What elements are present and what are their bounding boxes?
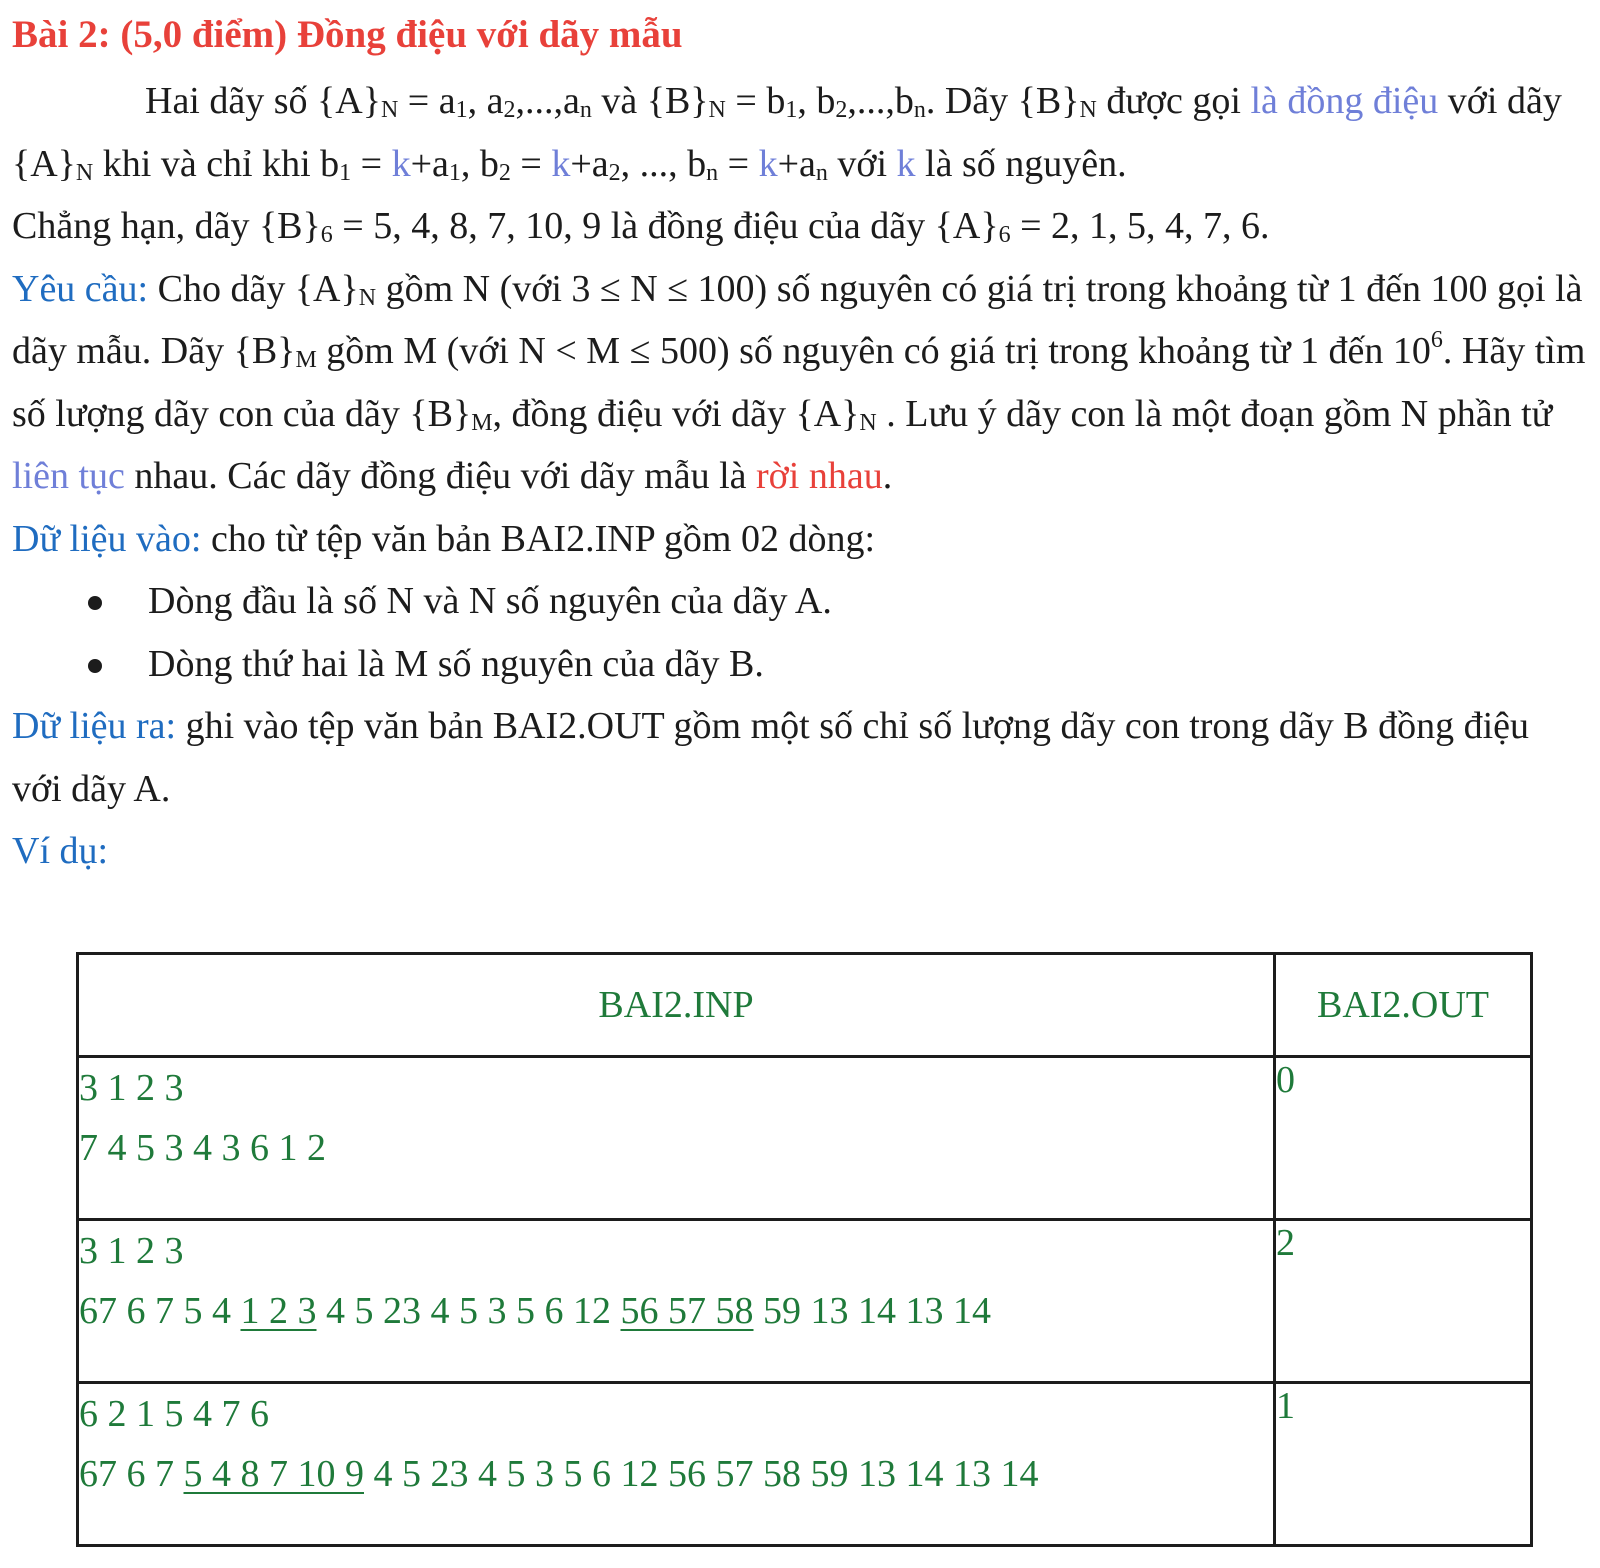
subscript: M — [295, 347, 317, 373]
subscript: M — [471, 409, 493, 436]
intro-text: Chẳng hạn, dãy {B} — [12, 205, 321, 247]
subscript: 1 — [448, 159, 461, 186]
underlined-subsequence: 56 57 58 — [620, 1290, 754, 1332]
requirement-text: gồm N (với 3 ≤ N ≤ 100) số nguyên có giá trị trong khoảng từ 1 đến 100 gọi là dãy mẫu. Dãy {B} — [12, 267, 1583, 372]
subscript: n — [913, 97, 926, 123]
input-bullet-1 — [12, 570, 1587, 633]
sequence-segment: 67 6 7 5 4 — [79, 1290, 241, 1332]
intro-text: = 2, 1, 5, 4, 7, 6. — [1010, 205, 1270, 247]
inp-line-2 — [79, 1118, 1273, 1178]
requirement-text: Cho dãy {A} — [148, 267, 359, 310]
highlight-k: k — [391, 142, 411, 185]
intro-text: và {B} — [591, 80, 709, 122]
output-text: ghi vào tệp văn bản BAI2.OUT gồm một số chỉ số lượng dãy con trong dãy B đồng điệu với dãy A. — [12, 705, 1530, 810]
subscript: N — [380, 97, 399, 123]
requirement-text: . Hãy tìm số lượng dãy con của dãy {B} — [12, 330, 1586, 435]
highlight-k: k — [896, 142, 916, 185]
problem-title: Bài 2: (5,0 điểm) Đồng điệu với dãy mẫu — [12, 13, 683, 56]
subscript: N — [358, 284, 377, 311]
subscript: 2 — [835, 97, 848, 123]
requirement-text: . — [882, 455, 893, 497]
requirement-label: Yêu cầu: — [12, 267, 149, 310]
intro-text: là số nguyên. — [915, 142, 1127, 185]
input-bullet-2 — [12, 633, 1587, 696]
requirement-text: . Lưu ý dãy con là một đoạn gồm N phần tử — [876, 392, 1553, 435]
subscript: 2 — [503, 97, 516, 123]
inp-line-1: 3 1 2 3 — [79, 1230, 184, 1272]
subscript: N — [859, 409, 877, 436]
subscript: 2 — [608, 159, 621, 186]
example-table — [76, 952, 1533, 1547]
inp-cell — [78, 1220, 1275, 1383]
requirement-text: nhau. Các dãy đồng điệu với dãy mẫu là — [124, 455, 757, 497]
requirement-text: , đồng điệu với dãy {A} — [492, 392, 860, 435]
intro-text: , a — [467, 80, 504, 122]
requirement-paragraph — [12, 258, 1587, 508]
intro-text: = — [351, 142, 392, 185]
subscript: n — [815, 159, 828, 186]
highlight-roi-nhau: rời nhau — [756, 455, 883, 497]
underlined-subsequence: 5 4 8 7 10 9 — [183, 1453, 364, 1495]
highlight-lien-tuc: liên tục — [12, 455, 125, 497]
highlight-k: k — [551, 142, 571, 185]
intro-text: được gọi — [1096, 80, 1251, 122]
bullet-text: Dòng thứ hai là M số nguyên của dãy B. — [148, 642, 764, 685]
intro-text: = — [510, 142, 552, 185]
intro-text: +a — [777, 142, 816, 185]
intro-text: . Dãy {B} — [925, 80, 1080, 122]
highlight-dong-dieu: là đồng điệu — [1250, 80, 1439, 122]
input-label: Dữ liệu vào: — [12, 517, 202, 560]
table-header-row — [78, 954, 1532, 1057]
superscript: 6 — [1430, 327, 1443, 353]
header-inp: BAI2.INP — [78, 954, 1275, 1057]
sequence-segment: 4 5 23 4 5 3 5 6 12 56 57 58 59 13 14 13 14 — [364, 1453, 1039, 1495]
intro-text: = — [718, 142, 759, 185]
header-out: BAI2.OUT — [1275, 954, 1532, 1057]
inp-cell — [78, 1383, 1275, 1546]
inp-line-2 — [79, 1444, 1273, 1504]
input-paragraph — [12, 508, 1587, 571]
intro-text: = b — [725, 80, 786, 122]
intro-text: ,...,a — [515, 80, 580, 122]
inp-line-1: 6 2 1 5 4 7 6 — [79, 1393, 269, 1435]
subscript: N — [75, 159, 94, 186]
underlined-subsequence: 1 2 3 — [240, 1290, 317, 1332]
intro-text: khi và chỉ khi b — [93, 142, 340, 185]
subscript: 1 — [339, 159, 352, 186]
subscript: N — [708, 97, 726, 123]
subscript: N — [1079, 97, 1097, 123]
output-label: Dữ liệu ra: — [12, 705, 177, 747]
example-paragraph — [12, 195, 1587, 258]
intro-text: , ..., b — [620, 142, 707, 185]
intro-text: +a — [570, 142, 609, 185]
table-row — [78, 1383, 1532, 1546]
requirement-text: gồm M (với N < M ≤ 500) số nguyên có giá trị trong khoảng từ 1 đến 10 — [316, 330, 1431, 372]
sequence-segment: 4 5 23 4 5 3 5 6 12 — [316, 1290, 621, 1332]
intro-text: với dãy {A} — [12, 80, 1562, 185]
intro-text: , b — [460, 142, 499, 185]
out-cell: 0 — [1275, 1057, 1532, 1220]
table-row — [78, 1057, 1532, 1220]
problem-body — [12, 70, 1587, 883]
table-row — [78, 1220, 1532, 1383]
highlight-k: k — [758, 142, 778, 185]
subscript: 2 — [498, 159, 511, 186]
intro-text: = 5, 4, 8, 7, 10, 9 là đồng điệu của dãy {A} — [332, 205, 999, 247]
intro-text: với — [827, 142, 897, 185]
output-paragraph — [12, 695, 1587, 820]
bullet-icon — [88, 659, 102, 673]
intro-text: +a — [410, 142, 449, 185]
out-cell: 2 — [1275, 1220, 1532, 1383]
bullet-text: Dòng đầu là số N và N số nguyên của dãy A. — [148, 580, 832, 622]
intro-text: , b — [797, 80, 836, 122]
sequence-segment: 67 6 7 — [79, 1453, 184, 1495]
inp-line-1: 3 1 2 3 — [79, 1067, 184, 1109]
inp-cell — [78, 1057, 1275, 1220]
subscript: n — [579, 97, 592, 123]
input-text: cho từ tệp văn bản BAI2.INP gồm 02 dòng: — [201, 517, 876, 560]
example-label: Ví dụ: — [12, 830, 109, 872]
sequence-segment: 59 13 14 13 14 — [753, 1290, 991, 1332]
bullet-icon — [88, 596, 102, 610]
subscript: 6 — [998, 222, 1011, 248]
intro-paragraph — [12, 70, 1587, 195]
subscript: 1 — [455, 97, 468, 123]
intro-text: = a — [398, 80, 456, 122]
out-cell: 1 — [1275, 1383, 1532, 1546]
intro-text: ,...,b — [847, 80, 914, 122]
subscript: 6 — [320, 222, 333, 248]
inp-line-2 — [79, 1281, 1273, 1341]
subscript: n — [706, 159, 719, 186]
intro-text: Hai dãy số {A} — [145, 80, 381, 122]
subscript: 1 — [785, 97, 798, 123]
sequence-segment: 7 4 5 3 4 3 6 1 2 — [79, 1127, 326, 1169]
